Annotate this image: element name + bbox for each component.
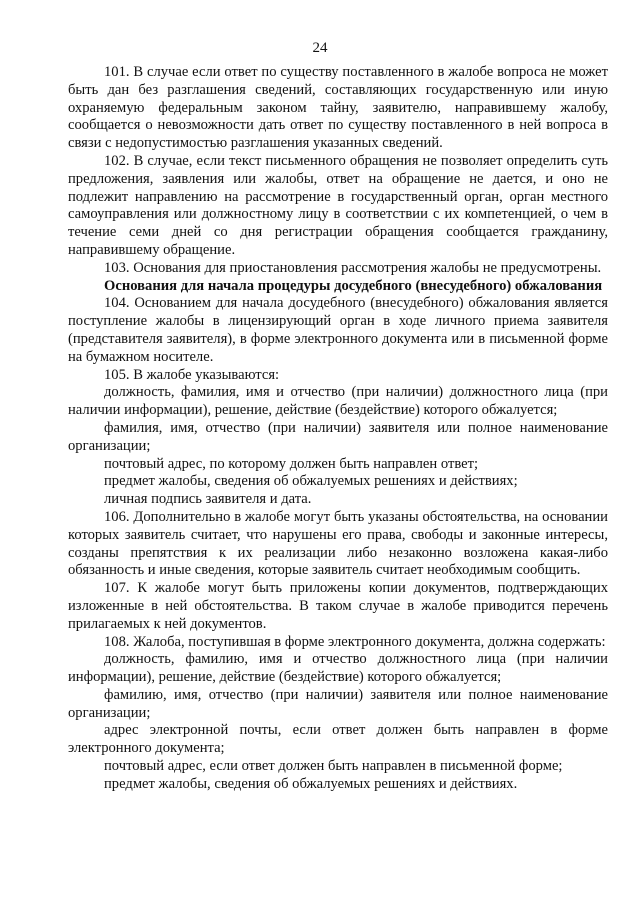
page-number: 24 [312, 40, 328, 56]
list-item: почтовый адрес, по которому должен быть направлен ответ; [104, 455, 479, 472]
paragraph-108: 108. Жалоба, поступившая в форме электронного документа, должна содержать: [104, 633, 606, 650]
paragraph-102: 102. В случае, если текст письменного обращения не позволяет определить суть предложения, заявления или жалобы, ответ на обращение не дается, и оно не подлежит направлению на рассмотрение в государственный орган, орган местного самоуправления или должностному лицу в соответствии с их компетенцией, о чем в течение семи дней со дня регистрации обращения сообщается гражданину, направившему обращение. [68, 152, 608, 258]
list-item: фамилия, имя, отчество (при наличии) заявителя или полное наименование организации; [68, 419, 608, 454]
list-item: почтовый адрес, если ответ должен быть направлен в письменной форме; [104, 758, 563, 775]
paragraph-107: 107. К жалобе могут быть приложены копии документов, подтверждающих изложенные в ней обстоятельства. В таком случае в жалобе приводится перечень прилагаемых к ней документов. [68, 580, 608, 632]
paragraph-105: 105. В жалобе указываются: [104, 366, 280, 383]
section-heading: Основания для начала процедуры досудебного (внесудебного) обжалования [104, 277, 603, 294]
list-item: предмет жалобы, сведения об обжалуемых решениях и действиях. [104, 775, 518, 792]
paragraph-101: 101. В случае если ответ по существу поставленного в жалобе вопроса не может быть дан без разглашения сведений, составляющих государственную или иную охраняемую федеральным законом тайну, заявителю, направившему жалобу, сообщается о невозможности дать ответ по существу поставленного в ней вопроса в связи с недопустимостью разглашения указанных сведений. [68, 64, 608, 152]
paragraph-106: 106. Дополнительно в жалобе могут быть указаны обстоятельства, на основании которых заявитель считает, что нарушены его права, свободы и законные интересы, созданы препятствия к их реализации либо незаконно возложена какая-либо обязанность и иные сведения, которые заявитель считает необходимым сообщить. [68, 508, 608, 579]
list-item: адрес электронной почты, если ответ должен быть направлен в форме электронного документа; [68, 722, 608, 757]
list-item: должность, фамилия, имя и отчество (при наличии) должностного лица (при наличии информации), решение, действие (бездействие) которого обжалуется; [68, 384, 608, 419]
paragraph-104: 104. Основанием для начала досудебного (внесудебного) обжалования является поступление жалобы в лицензирующий орган в ходе личного приема заявителя (представителя заявителя), в форме электронного документа или в письменной форме на бумажном носителе. [68, 295, 608, 365]
list-item: должность, фамилию, имя и отчество должностного лица (при наличии информации), решение, действие (бездействие) которого обжалуется; [68, 651, 608, 686]
document-body [68, 64, 608, 794]
list-item: личная подпись заявителя и дата. [104, 491, 312, 508]
list-item: фамилию, имя, отчество (при наличии) заявителя или полное наименование организации; [68, 686, 608, 721]
paragraph-103: 103. Основания для приостановления рассмотрения жалобы не предусмотрены. [104, 259, 602, 276]
list-item: предмет жалобы, сведения об обжалуемых решениях и действиях; [104, 473, 518, 490]
